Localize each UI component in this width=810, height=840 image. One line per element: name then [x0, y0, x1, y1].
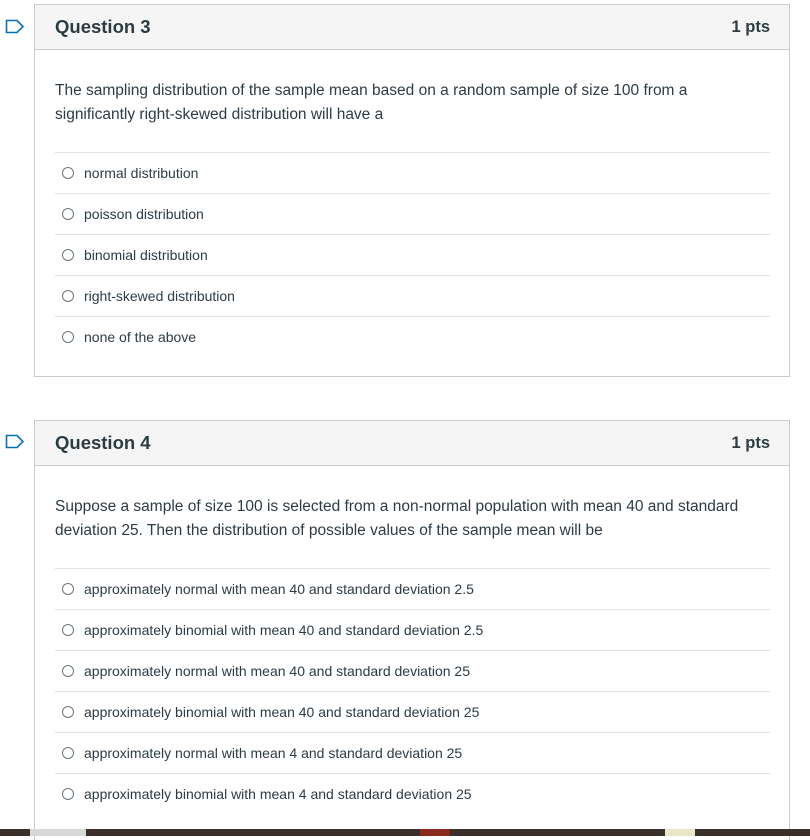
answer-label: approximately normal with mean 4 and standard deviation 25	[84, 745, 463, 761]
answer-option[interactable]	[55, 650, 770, 691]
answer-label: normal distribution	[84, 165, 199, 181]
answer-option[interactable]	[55, 732, 770, 773]
answer-label: binomial distribution	[84, 247, 208, 263]
question-body	[35, 466, 789, 814]
answer-option[interactable]	[55, 234, 770, 275]
answer-list	[55, 152, 770, 357]
question-text: The sampling distribution of the sample mean based on a random sample of size 100 from a significantly right-skewed distribution will have a	[55, 82, 688, 123]
answer-label: approximately binomial with mean 40 and standard deviation 25	[84, 704, 480, 720]
radio-button[interactable]	[62, 583, 74, 595]
radio-button[interactable]	[62, 331, 74, 343]
answer-label: approximately normal with mean 40 and standard deviation 2.5	[84, 581, 474, 597]
answer-option[interactable]	[55, 316, 770, 357]
question-3-card	[34, 4, 790, 377]
answer-label: approximately normal with mean 40 and standard deviation 25	[84, 663, 471, 679]
radio-button[interactable]	[62, 290, 74, 302]
taskbar-strip	[0, 829, 810, 836]
answer-option[interactable]	[55, 691, 770, 732]
answer-list	[55, 568, 770, 814]
radio-button[interactable]	[62, 788, 74, 800]
radio-button[interactable]	[62, 706, 74, 718]
question-title: Question 4	[55, 432, 151, 453]
answer-option[interactable]	[55, 568, 770, 609]
answer-option[interactable]	[55, 193, 770, 234]
answer-label: none of the above	[84, 329, 197, 345]
question-text: Suppose a sample of size 100 is selected from a non-normal population with mean 40 and standard deviation 25. Then the distribution of possible values of the sample mean will be	[55, 498, 739, 539]
question-header	[35, 421, 789, 466]
flag-question-icon[interactable]	[5, 19, 25, 34]
answer-label: approximately binomial with mean 40 and standard deviation 2.5	[84, 622, 484, 638]
answer-label: approximately binomial with mean 4 and standard deviation 25	[84, 786, 472, 802]
taskbar-fragment	[420, 829, 450, 836]
question-points: 1 pts	[731, 433, 770, 452]
taskbar-fragment	[30, 829, 86, 836]
question-points: 1 pts	[731, 17, 770, 36]
answer-option[interactable]	[55, 773, 770, 814]
radio-button[interactable]	[62, 167, 74, 179]
question-body	[35, 50, 789, 357]
question-title: Question 3	[55, 16, 151, 37]
radio-button[interactable]	[62, 249, 74, 261]
radio-button[interactable]	[62, 624, 74, 636]
question-header	[35, 5, 789, 50]
taskbar-fragment	[665, 829, 695, 836]
answer-label: poisson distribution	[84, 206, 204, 222]
question-4-card	[34, 420, 790, 840]
answer-option[interactable]	[55, 152, 770, 193]
answer-option[interactable]	[55, 275, 770, 316]
flag-question-icon[interactable]	[5, 434, 25, 449]
radio-button[interactable]	[62, 665, 74, 677]
radio-button[interactable]	[62, 208, 74, 220]
answer-option[interactable]	[55, 609, 770, 650]
radio-button[interactable]	[62, 747, 74, 759]
answer-label: right-skewed distribution	[84, 288, 235, 304]
